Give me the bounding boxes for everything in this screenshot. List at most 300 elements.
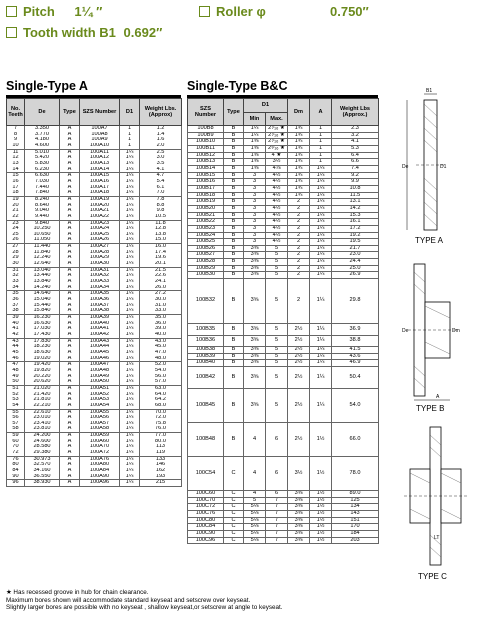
szs-number-cell: 100A42 [80,332,120,338]
type-cell: B [224,232,244,239]
a-cell: 1¼ [310,353,332,360]
col-header-type: Type [224,99,244,126]
type-cell: B [224,335,244,346]
d1-cell: 1¼ [120,338,140,344]
szs-number-cell: 100C60 [188,491,224,498]
table-row [7,379,182,385]
table-row [188,335,379,346]
table-row [188,423,379,457]
weight-cell: 215 [140,480,182,487]
max-cell: 2½ [288,366,310,389]
a-cell: 1¼ [310,245,332,252]
table-row [7,261,182,267]
dm-cell: 5⅛ [244,537,266,544]
a-cell: 1½ [310,524,332,531]
max-cell: 2½ [288,335,310,346]
teeth-cell: 29 [7,255,25,261]
type-cell: B [224,132,244,139]
table-row [7,332,182,338]
dm-cell: 1¼ [244,126,266,133]
teeth-cell: 14 [7,167,25,173]
roller-value: 0.750″ [330,4,369,19]
table-row [7,403,182,409]
max-cell: 2 [288,272,310,279]
weight-cell: 33.0 [140,308,182,314]
teeth-cell: 33 [7,279,25,285]
table-row [188,353,379,360]
szs-number-cell: 100B17 [188,185,224,192]
max-cell: 3⅜ [288,531,310,538]
weight-cell: 43.0 [140,338,182,344]
dm-cell: 3⅝ [244,252,266,259]
type-cell: A [60,143,80,149]
dm-cell: 3⅝ [244,366,266,389]
teeth-cell: 35 [7,291,25,297]
d1-cell: 1¼ [120,456,140,462]
type-cell: A [60,450,80,456]
table-row [188,185,379,192]
min-cell: 4½ [266,199,288,206]
teeth-cell: 47 [7,362,25,368]
weight-cell: 19.5 [332,239,379,246]
type-cell: B [224,205,244,212]
d1-cell: 1¼ [120,208,140,214]
type-cell: A [60,267,80,273]
col-header-d1: D1 [244,99,288,113]
d1-cell: 1¼ [120,462,140,468]
dm-cell: 3⅝ [244,272,266,279]
szs-number-cell: 100A12 [80,155,120,161]
d1-cell: 1¼ [120,356,140,362]
szs-number-cell: 100A39 [80,315,120,321]
max-cell: 2½ [288,360,310,367]
szs-number-cell: 100C76 [188,511,224,518]
type-cell: C [224,531,244,538]
szs-number-cell: 100B12 [188,152,224,159]
table-row [188,172,379,179]
szs-number-cell: 100B8 [188,126,224,133]
weight-cell: 43.6 [332,353,379,360]
de-cell: 12.640 [25,261,60,267]
max-cell: 2 [288,205,310,212]
weight-cell: 21.7 [332,245,379,252]
teeth-cell: 8 [7,132,25,138]
de-cell: 23.410 [25,421,60,427]
weight-cell: 70.0 [140,409,182,415]
type-a-drawing [402,86,462,246]
dm-cell: 3⅝ [244,259,266,266]
min-cell: 5 [266,324,288,335]
min-cell: 4½ [266,225,288,232]
d1-cell: 1¼ [120,392,140,398]
szs-number-cell: 100B10 [188,139,224,146]
weight-cell: 64.2 [140,397,182,403]
de-cell: 7.030 [25,179,60,185]
szs-number-cell: 100B9 [188,132,224,139]
a-cell: 1¼ [310,199,332,206]
min-cell: 7 [266,537,288,544]
weight-cell: 113 [140,444,182,450]
type-b-drawing [400,262,470,402]
teeth-cell: 13 [7,161,25,167]
table-row [188,457,379,491]
szs-number-cell: 100A20 [80,203,120,209]
a-cell: 1¼ [310,324,332,335]
teeth-cell: 7 [7,126,25,132]
col-header-szs-number: SZS Number [80,99,120,126]
col-header-type: Type [60,99,80,126]
d1-cell: 1¼ [120,185,140,191]
de-label: De [402,328,409,334]
de-cell: 23.010 [25,415,60,421]
col-header-de: De [25,99,60,126]
type-cell: B [224,279,244,324]
type-cell: B [224,423,244,457]
weight-cell: 48.0 [140,356,182,362]
weight-cell: 4.1 [140,167,182,173]
weight-cell: 46.9 [332,360,379,367]
szs-number-cell: 100A24 [80,226,120,232]
type-cell: B [224,185,244,192]
de-cell: 3.770 [25,132,60,138]
dm-cell: 3⅝ [244,360,266,367]
type-cell: A [60,137,80,143]
max-cell: 2½ [288,389,310,423]
table-row [188,232,379,239]
d1-cell: 1¼ [120,350,140,356]
teeth-cell: 90 [7,474,25,480]
a-cell: 1¼ [310,389,332,423]
de-cell: 21.420 [25,392,60,398]
szs-number-cell: 100C72 [188,504,224,511]
de-cell: 23.810 [25,426,60,432]
de-cell: 8.240 [25,196,60,202]
dm-cell: 3⅝ [244,279,266,324]
teeth-cell: 50 [7,379,25,385]
max-cell: 2½ [288,346,310,353]
szs-number-cell: 100A19 [80,196,120,202]
d1-cell: 1¼ [120,444,140,450]
weight-cell: 134 [332,504,379,511]
type-cell: A [60,250,80,256]
col-header-weight: Weight Lbs (Approx.) [332,99,379,126]
weight-cell: 14.2 [332,205,379,212]
szs-number-cell: 100A72 [80,450,120,456]
szs-number-cell: 100C90 [188,531,224,538]
teeth-cell: 45 [7,350,25,356]
dm-cell: 3 [244,185,266,192]
type-cell: A [60,480,80,487]
pitch-value: 1¼ ″ [74,4,103,19]
table-row [188,212,379,219]
type-cell: A [60,368,80,374]
teeth-cell: 56 [7,415,25,421]
szs-number-cell: 100B18 [188,192,224,199]
de-cell: 8.640 [25,203,60,209]
dm-cell: 4 [244,423,266,457]
max-cell: 2 [288,225,310,232]
type-cell: C [224,517,244,524]
weight-cell: 11.8 [140,220,182,226]
lt-label: LT [434,535,440,541]
de-cell: 22.210 [25,403,60,409]
dm-cell: 3⅝ [244,389,266,423]
d1-cell: 1¼ [120,379,140,385]
a-label: A [436,394,440,400]
szs-number-cell: 100A43 [80,338,120,344]
dm-cell: 5⅛ [244,511,266,518]
weight-cell: 41.5 [332,346,379,353]
dm-label: Dm [452,328,460,334]
min-cell: 5 [266,272,288,279]
max-cell: 2 [288,259,310,266]
max-cell: 1¾ [288,132,310,139]
a-cell: 1¼ [310,252,332,259]
dm-cell: 3 [244,212,266,219]
table-row [188,272,379,279]
szs-number-cell: 100A46 [80,356,120,362]
col-header-max: Max. [266,113,288,126]
type-b-label: TYPE B [416,404,445,413]
weight-cell: 26.9 [332,272,379,279]
min-cell: 5 [266,366,288,389]
type-cell: A [60,161,80,167]
szs-number-cell: 100A26 [80,237,120,243]
szs-number-cell: 100A34 [80,285,120,291]
de-cell: 14.640 [25,291,60,297]
weight-cell: 16.0 [140,244,182,250]
table-row [188,491,379,498]
teeth-cell: 10 [7,143,25,149]
type-cell: A [60,409,80,415]
table-row [7,450,182,456]
dm-cell: 4 [244,457,266,491]
weight-cell: 9.8 [140,208,182,214]
max-cell: 2 [288,232,310,239]
de-cell: 6.230 [25,167,60,173]
dm-cell: 5⅛ [244,531,266,538]
weight-cell: 26.0 [140,285,182,291]
szs-number-cell: 100B48 [188,423,224,457]
type-cell: A [60,456,80,462]
de-cell: 11.050 [25,237,60,243]
type-cell: A [60,421,80,427]
d1-cell: 1¼ [120,468,140,474]
footnotes [6,589,283,612]
max-cell: 1¾ [288,145,310,152]
type-cell: A [60,279,80,285]
weight-cell: 7.0 [140,190,182,196]
szs-number-cell: 100C96 [188,537,224,544]
min-cell: 4½ [266,239,288,246]
type-cell: A [60,338,80,344]
max-cell: 2 [288,279,310,324]
d1-cell: 1¼ [120,244,140,250]
weight-cell: 45.0 [140,344,182,350]
teeth-cell: 24 [7,226,25,232]
weight-cell: 36.9 [332,324,379,335]
d1-cell: 1¼ [120,415,140,421]
dm-cell: 3⅝ [244,265,266,272]
table-row [188,531,379,538]
type-cell: A [60,226,80,232]
de-cell: 5.420 [25,155,60,161]
type-cell: A [60,214,80,220]
d1-cell: 1¼ [120,385,140,391]
min-cell: 5 [266,259,288,266]
a-cell: 1 [310,145,332,152]
de-cell: 9.440 [25,214,60,220]
szs-number-cell: 100B26 [188,245,224,252]
a-cell: 1½ [310,537,332,544]
weight-cell: 29.8 [332,279,379,324]
teeth-cell: 40 [7,321,25,327]
type-cell: A [60,308,80,314]
teeth-cell: 26 [7,237,25,243]
weight-cell: 6.6 [332,159,379,166]
d1-cell: 1¼ [120,149,140,155]
de-cell: 18.230 [25,344,60,350]
min-cell: 5 [266,353,288,360]
d1-cell: 1¼ [120,232,140,238]
dm-cell: 5⅛ [244,524,266,531]
a-cell: 1¼ [310,335,332,346]
szs-number-cell: 100A7 [80,126,120,132]
table-row [188,179,379,186]
szs-number-cell: 100B36 [188,335,224,346]
col-header-dm: Dm [288,99,310,126]
szs-number-cell: 100B21 [188,212,224,219]
szs-number-cell: 100A17 [80,185,120,191]
szs-number-cell: 100A10 [80,143,120,149]
de-cell: 21.020 [25,385,60,391]
dm-cell: 4 [244,491,266,498]
min-cell: 4½ [266,172,288,179]
max-cell: 2 [288,199,310,206]
de-cell: 34.160 [25,468,60,474]
table-row [188,524,379,531]
szs-number-cell: 100A8 [80,132,120,138]
table-row [188,517,379,524]
weight-cell: 146 [140,462,182,468]
teeth-cell: 11 [7,149,25,155]
min-cell: 2⁷⁄₁₆ ★ [266,139,288,146]
max-cell: 2 [288,252,310,259]
weight-cell: 151 [332,517,379,524]
szs-number-cell: 100A58 [80,426,120,432]
min-cell: 5 [266,335,288,346]
dm-cell: 3 [244,192,266,199]
weight-cell: 20.1 [140,261,182,267]
section-bc-title: Single-Type B&C [187,79,288,93]
type-cell: A [60,196,80,202]
max-cell: 3⅜ [288,537,310,544]
szs-number-cell: 100C70 [188,497,224,504]
weight-cell: 10.8 [332,185,379,192]
col-header-min: Min [244,113,266,126]
type-cell: B [224,126,244,133]
dm-cell: 1⅜ [244,145,266,152]
de-cell: 5.830 [25,161,60,167]
teeth-cell: 12 [7,155,25,161]
dm-cell: 1⅜ [244,159,266,166]
de-cell: 9.040 [25,208,60,214]
a-cell: 1 [310,126,332,133]
d1-cell: 1¼ [120,374,140,380]
weight-cell: 64.0 [140,392,182,398]
type-cell: A [60,474,80,480]
type-cell: A [60,392,80,398]
type-cell: A [60,285,80,291]
type-cell: A [60,321,80,327]
min-cell: 2⁷⁄₁₆ ★ [266,132,288,139]
a-cell: 1½ [310,423,332,457]
a-cell: 1½ [310,497,332,504]
de-cell: 38.930 [25,480,60,487]
szs-number-cell: 100A35 [80,291,120,297]
max-cell: 2½ [288,324,310,335]
type-cell: A [60,126,80,132]
a-cell: 1½ [310,504,332,511]
dm-cell: 1⅜ [244,165,266,172]
szs-number-cell: 100B19 [188,199,224,206]
table-row [188,145,379,152]
type-cell: A [60,362,80,368]
de-cell: 20.220 [25,374,60,380]
teeth-cell: 44 [7,344,25,350]
weight-cell: 170 [332,524,379,531]
weight-cell: 8.8 [140,203,182,209]
max-cell: 3⅜ [288,511,310,518]
type-cell: A [60,155,80,161]
table-row [7,426,182,432]
checkbox-icon [6,6,17,17]
type-cell: A [60,303,80,309]
max-cell: 2 [288,245,310,252]
type-a-label: TYPE A [415,236,444,245]
d1-cell: 1¼ [120,397,140,403]
type-cell: A [60,173,80,179]
table-row [188,346,379,353]
max-cell: 1¾ [288,126,310,133]
type-cell: C [224,511,244,518]
weight-cell: 5.4 [140,179,182,185]
de-cell: 30.973 [25,456,60,462]
table-row [188,252,379,259]
min-cell: 2⁷⁄₁₆ ★ [266,126,288,133]
type-cell: C [224,457,244,491]
szs-number-cell: 100A84 [80,468,120,474]
weight-cell: 57.0 [140,379,182,385]
type-cell: B [224,346,244,353]
teeth-cell: 18 [7,190,25,196]
szs-number-cell: 100C54 [188,457,224,491]
type-cell: A [60,232,80,238]
szs-number-cell: 100A21 [80,208,120,214]
d1-cell: 1¼ [120,326,140,332]
szs-number-cell: 100A9 [80,137,120,143]
de-cell: 36.550 [25,474,60,480]
de-cell: 7.440 [25,185,60,191]
d1-cell: 1¼ [120,167,140,173]
d1-cell: 1¼ [120,403,140,409]
de-cell: 12.240 [25,255,60,261]
dm-cell: 5⅛ [244,517,266,524]
de-cell: 17.430 [25,332,60,338]
min-cell: 4½ [266,212,288,219]
type-cell: A [60,444,80,450]
max-cell: 3⅜ [288,524,310,531]
